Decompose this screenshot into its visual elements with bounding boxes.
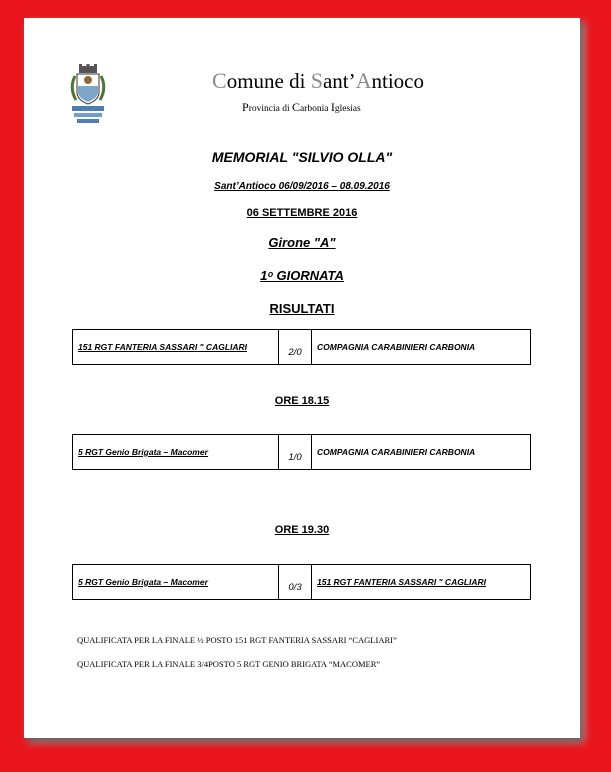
coat-of-arms-icon xyxy=(68,64,108,126)
document-page xyxy=(24,18,580,738)
home-team: 5 RGT Genio Brigata – Macomer xyxy=(78,447,208,457)
match-score: 1/0 xyxy=(278,435,312,469)
match-score: 2/0 xyxy=(278,330,312,364)
qualification-note: QUALIFICATA PER LA FINALE 3/4POSTO 5 RGT GENIO BRIGATA “MACOMER” xyxy=(77,659,381,669)
home-team: 151 RGT FANTERIA SASSARI " CAGLIARI xyxy=(78,342,248,352)
results-heading: RISULTATI xyxy=(269,301,335,316)
home-team: 5 RGT Genio Brigata – Macomer xyxy=(78,577,208,587)
event-day: 06 SETTEMBRE 2016 xyxy=(246,207,358,219)
municipality-name: Comune di Sant’Antioco xyxy=(212,68,424,93)
match-score: 0/3 xyxy=(278,565,312,599)
match-time: ORE 19.30 xyxy=(274,524,330,536)
away-team: COMPAGNIA CARABINIERI CARBONIA xyxy=(317,447,476,457)
province-name: Provincia di Carbonia Iglesias xyxy=(242,100,361,114)
match-row xyxy=(72,564,531,600)
matchday-heading: 1ᵒ GIORNATA xyxy=(260,268,344,283)
event-title: MEMORIAL "SILVIO OLLA" xyxy=(211,149,393,165)
match-row xyxy=(72,329,531,365)
event-place-dates: Sant’Antioco 06/09/2016 – 08.09.2016 xyxy=(214,181,390,192)
group-heading: Girone "A" xyxy=(268,235,336,250)
away-team: COMPAGNIA CARABINIERI CARBONIA xyxy=(317,342,476,352)
qualification-note: QUALIFICATA PER LA FINALE ½ POSTO 151 RGT FANTERIA SASSARI “CAGLIARI” xyxy=(77,635,397,645)
match-row xyxy=(72,434,531,470)
away-team: 151 RGT FANTERIA SASSARI " CAGLIARI xyxy=(317,577,487,587)
match-time: ORE 18.15 xyxy=(274,395,330,407)
